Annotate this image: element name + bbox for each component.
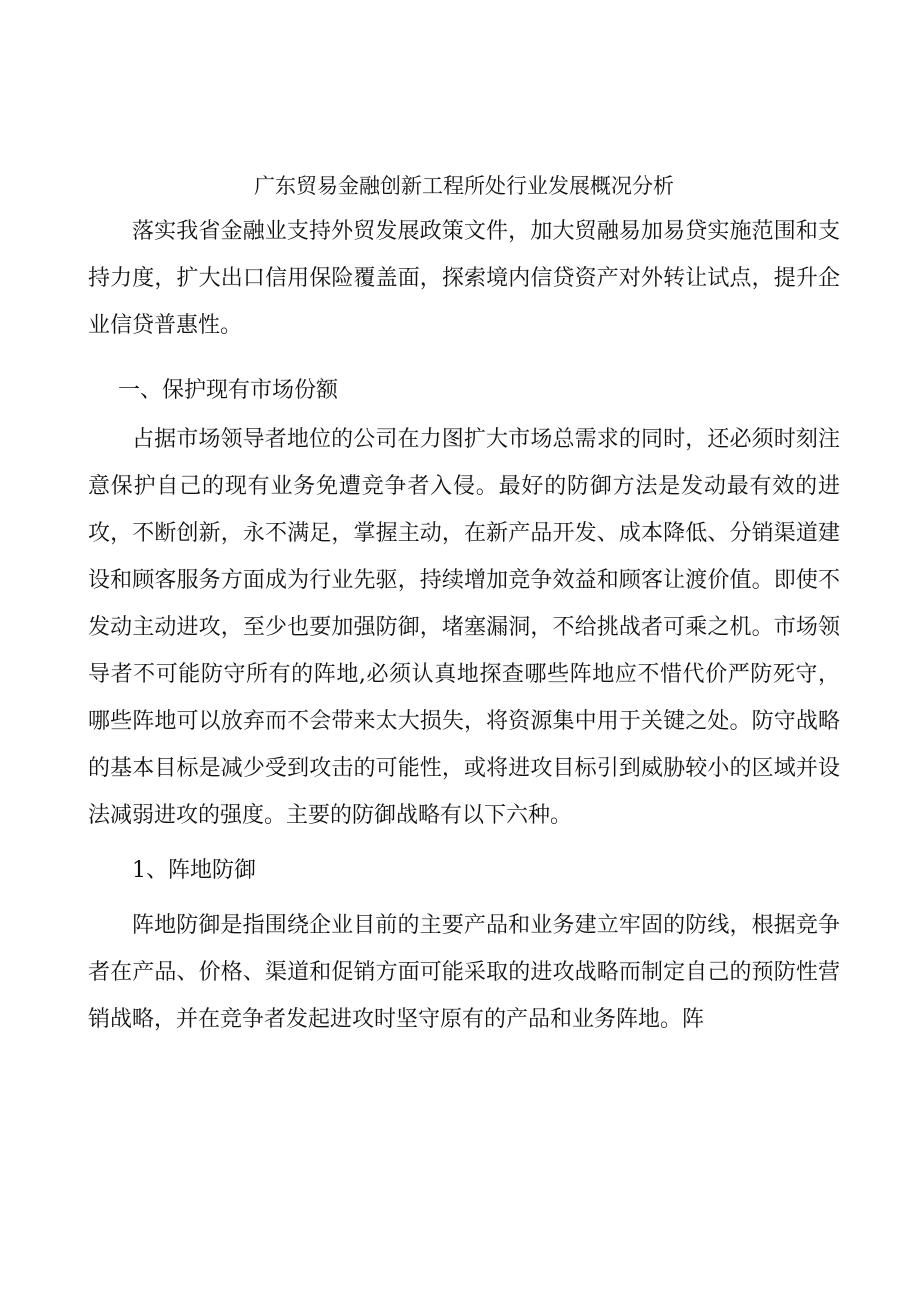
section-paragraph-protect-market-share: 占据市场领导者地位的公司在力图扩大市场总需求的同时，还必须时刻注意保护自己的现有业务免遭竞争者入侵。最好的防御方法是发动最有效的进攻，不断创新，永不满足，掌握主动，在新产品开发、成本降低、分销渠道建设和顾客服务方面成为行业先驱，持续增加竞争效益和顾客让渡价值。即使不发动主动进攻，至少也要加强防御，堵塞漏洞，不给挑战者可乘之机。市场领导者不可能防守所有的阵地,必须认真地探查哪些阵地应不惜代价严防死守，哪些阵地可以放弃而不会带来太大损失，将资源集中用于关键之处。防守战略的基本目标是减少受到攻击的可能性，或将进攻目标引到威胁较小的区域并设法减弱进攻的强度。主要的防御战略有以下六种。 [88,427,840,828]
document-title: 广东贸易金融创新工程所处行业发展概况分析 [254,174,674,198]
document-body [88,166,840,1043]
section-heading-protect-market-share: 一、保护现有市场份额 [118,378,339,403]
subsection-heading-position-defense: 1、阵地防御 [132,858,256,883]
intro-paragraph: 落实我省金融业支持外贸发展政策文件，加大贸融易加易贷实施范围和支持力度，扩大出口信用保险覆盖面，探索境内信贷资产对外转让试点，提升企业信贷普惠性。 [88,219,840,338]
subsection-paragraph-position-defense: 阵地防御是指围绕企业目前的主要产品和业务建立牢固的防线，根据竞争者在产品、价格、渠道和促销方面可能采取的进攻战略而制定自己的预防性营销战略，并在竞争者发起进攻时坚守原有的产品和业务阵地。阵 [88,913,840,1032]
